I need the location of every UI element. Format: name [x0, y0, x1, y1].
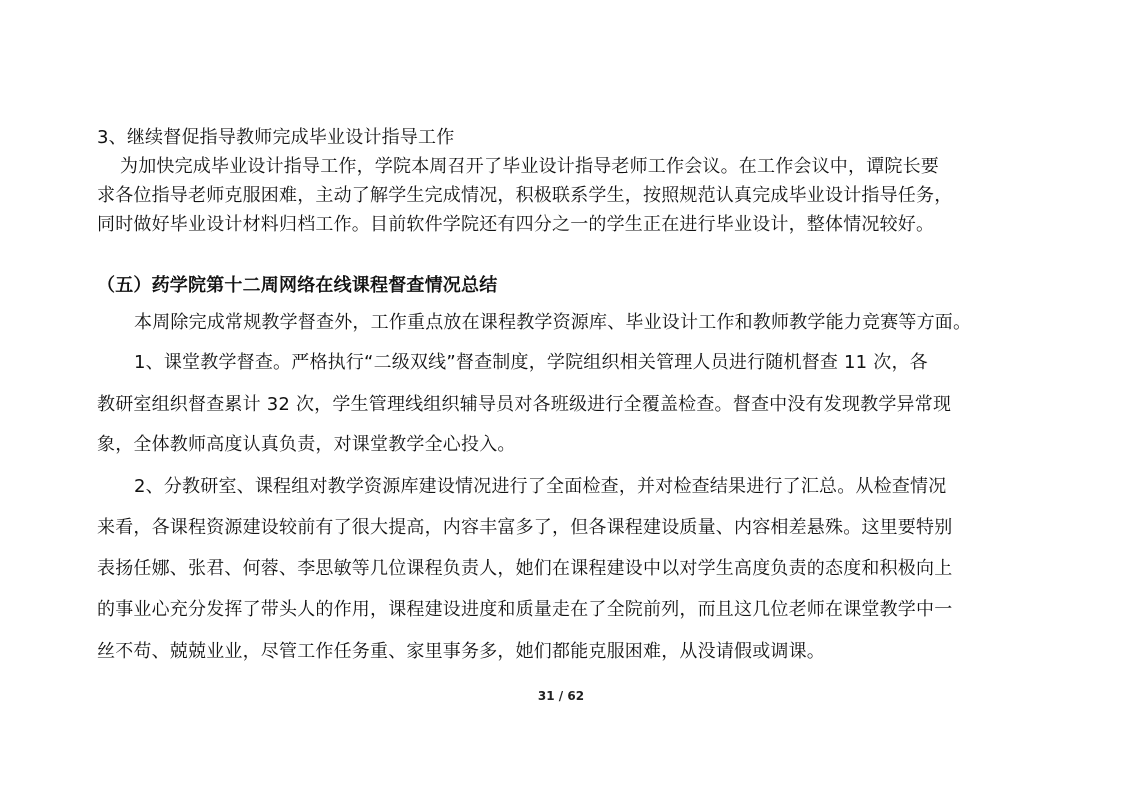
paragraph-line: 2、分教研室、课程组对教学资源库建设情况进行了全面检查，并对检查结果进行了汇总。从检查情况 [134, 476, 947, 497]
paragraph-line: 为加快完成毕业设计指导工作，学院本周召开了毕业设计指导老师工作会议。在工作会议中，谭院长要 [120, 156, 939, 177]
section-heading-pharmacy: （五）药学院第十二周网络在线课程督查情况总结 [97, 275, 498, 296]
paragraph-line: 同时做好毕业设计材料归档工作。目前软件学院还有四分之一的学生正在进行毕业设计，整体情况较好。 [97, 214, 935, 235]
paragraph-line: 1、课堂教学督查。严格执行“二级双线”督查制度，学院组织相关管理人员进行随机督查 11 次，各 [134, 352, 928, 373]
section-heading-item3: 3、继续督促指导教师完成毕业设计指导工作 [97, 127, 455, 148]
paragraph-line: 的事业心充分发挥了带头人的作用，课程建设进度和质量走在了全院前列，而且这几位老师在课堂教学中一 [97, 599, 953, 620]
paragraph-line: 求各位指导老师克服困难，主动了解学生完成情况，积极联系学生，按照规范认真完成毕业设计指导任务， [97, 185, 953, 206]
paragraph-line: 象，全体教师高度认真负责，对课堂教学全心投入。 [97, 434, 516, 455]
intro-paragraph: 本周除完成常规教学督查外，工作重点放在课程教学资源库、毕业设计工作和教师教学能力竞赛等方面。 [134, 312, 972, 333]
paragraph-line: 丝不苟、兢兢业业，尽管工作任务重、家里事务多，她们都能克服困难，从没请假或调课。 [97, 641, 825, 662]
paragraph-line: 表扬任娜、张君、何蓉、李思敏等几位课程负责人，她们在课程建设中以对学生高度负责的态度和积极向上 [97, 558, 953, 579]
paragraph-line: 来看，各课程资源建设较前有了很大提高，内容丰富多了，但各课程建设质量、内容相差悬殊。这里要特别 [97, 517, 953, 538]
paragraph-line: 教研室组织督查累计 32 次，学生管理线组织辅导员对各班级进行全覆盖检查。督查中没有发现教学异常现 [97, 394, 952, 415]
page-number: 31 / 62 [537, 689, 585, 703]
